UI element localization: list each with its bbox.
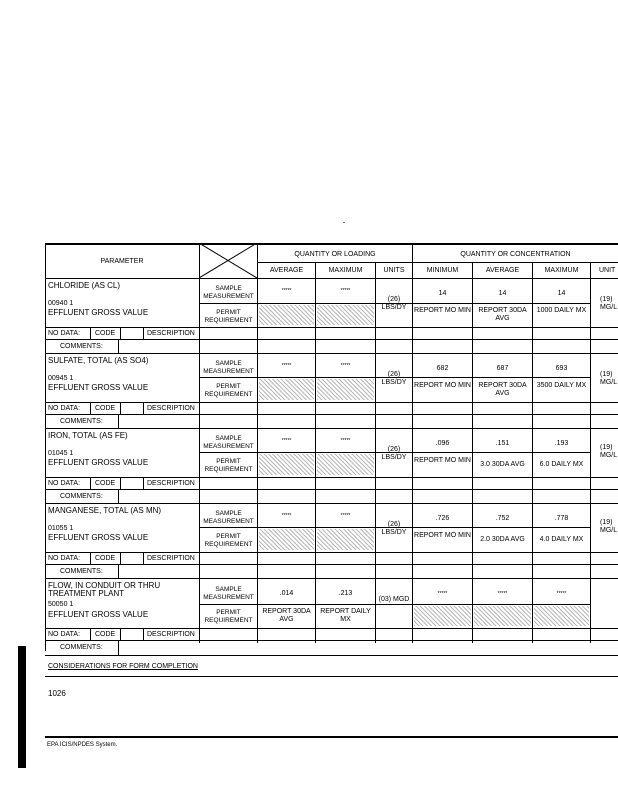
row0-name: CHLORIDE (AS CL) — [48, 281, 121, 290]
row4-effluent: EFFLUENT GROSS VALUE — [48, 610, 149, 619]
row2-permit-label: PERMIT REQUIREMENT — [204, 458, 253, 473]
row3-comments: COMMENTS: — [60, 568, 103, 575]
margin-bar — [18, 646, 26, 768]
row3-code-label: CODE — [95, 555, 116, 562]
row4-code-label: CODE — [95, 631, 116, 638]
row0-c-min: 14 — [438, 290, 447, 297]
row1-effluent: EFFLUENT GROSS VALUE — [48, 383, 149, 392]
header-units-conc: UNIT — [599, 267, 616, 274]
row4-p-load-max: REPORT DAILY MX — [320, 608, 371, 623]
row1-description: DESCRIPTION — [147, 405, 195, 412]
row0-permit-label: PERMIT REQUIREMENT — [204, 309, 253, 324]
note-number: 1026 — [48, 689, 66, 698]
row2-sample-label: SAMPLE MEASUREMENT — [203, 435, 254, 450]
row0-comments: COMMENTS: — [60, 343, 103, 350]
row1-c-max: 693 — [555, 365, 568, 372]
row4-comments: COMMENTS: — [60, 644, 103, 651]
header-units: UNITS — [383, 267, 405, 274]
header-maximum: MAXIMUM — [328, 267, 363, 274]
row2-comments: COMMENTS: — [60, 493, 103, 500]
row2-description: DESCRIPTION — [147, 480, 195, 487]
row0-c-avg: 14 — [498, 290, 507, 297]
considerations-title: CONSIDERATIONS FOR FORM COMPLETION — [48, 663, 198, 670]
row2-c-min: .096 — [435, 440, 450, 447]
row2-load-avg: ***** — [281, 438, 292, 444]
row4-c-max: ***** — [556, 591, 567, 597]
row2-c-units: (19) MG/L — [600, 444, 618, 459]
header-maximum-conc: MAXIMUM — [544, 267, 579, 274]
row3-c-avg: .752 — [495, 515, 510, 522]
row4-load-avg: .014 — [279, 590, 294, 597]
row1-sample-label: SAMPLE MEASUREMENT — [203, 360, 254, 375]
header-parameter: PARAMETER — [100, 258, 144, 265]
row1-nodata: NO DATA: — [48, 405, 81, 412]
header-minimum: MINIMUM — [426, 267, 459, 274]
row0-code: 00940 1 — [48, 300, 74, 307]
row0-load-units: (26) LBS/DY — [381, 296, 407, 311]
row3-sample-label: SAMPLE MEASUREMENT — [203, 510, 254, 525]
row3-nodata: NO DATA: — [48, 555, 81, 562]
row1-comments: COMMENTS: — [60, 418, 103, 425]
row2-name: IRON, TOTAL (AS FE) — [48, 431, 128, 440]
row3-c-max: .778 — [554, 515, 569, 522]
row3-description: DESCRIPTION — [147, 555, 195, 562]
row1-c-units: (19) MG/L — [600, 371, 618, 386]
row4-code: 50050 1 — [48, 601, 74, 608]
row4-c-min: ***** — [437, 591, 448, 597]
header-cross — [199, 243, 257, 278]
row3-permit-label: PERMIT REQUIREMENT — [204, 533, 253, 548]
row2-code-label: CODE — [95, 480, 116, 487]
row2-p-avg: 3.0 30DA AVG — [480, 461, 525, 468]
footer-system: EPA ICIS/NPDES System. — [47, 742, 118, 748]
header-quantity-loading: QUANTITY OR LOADING — [294, 251, 376, 258]
row4-nodata: NO DATA: — [48, 631, 81, 638]
row4-p-load-avg: REPORT 30DA AVG — [262, 608, 311, 623]
row2-c-max: .193 — [554, 440, 569, 447]
row1-c-min: 682 — [436, 365, 449, 372]
row4-load-max: .213 — [338, 590, 353, 597]
row1-permit-label: PERMIT REQUIREMENT — [204, 383, 253, 398]
row1-load-avg: ***** — [281, 363, 292, 369]
row3-p-min: REPORT MO MIN — [414, 532, 471, 539]
row2-c-avg: .151 — [495, 440, 510, 447]
row0-c-max: 14 — [557, 290, 566, 297]
row3-load-avg: ***** — [281, 513, 292, 519]
row4-permit-label: PERMIT REQUIREMENT — [204, 609, 253, 624]
row2-effluent: EFFLUENT GROSS VALUE — [48, 458, 149, 467]
row0-code-label: CODE — [95, 330, 116, 337]
row1-code-label: CODE — [95, 405, 116, 412]
row0-load-avg: ***** — [281, 288, 292, 294]
row1-p-min: REPORT MO MIN — [414, 382, 471, 389]
row0-p-avg: REPORT 30DA AVG — [478, 307, 527, 322]
row0-p-max: 1000 DAILY MX — [536, 307, 587, 314]
row3-code: 01055 1 — [48, 525, 74, 532]
row3-c-min: .726 — [435, 515, 450, 522]
row3-p-max: 4.0 DAILY MX — [539, 536, 584, 543]
row1-p-max: 3500 DAILY MX — [536, 382, 587, 389]
row2-nodata: NO DATA: — [48, 480, 81, 487]
header-average: AVERAGE — [269, 267, 304, 274]
row2-code: 01045 1 — [48, 450, 74, 457]
row0-load-max: ***** — [340, 288, 351, 294]
row1-name: SULFATE, TOTAL (AS SO4) — [48, 356, 149, 365]
row2-p-min: REPORT MO MIN — [414, 457, 471, 464]
row3-load-units: (26) LBS/DY — [381, 521, 407, 536]
row3-c-units: (19) MG/L — [600, 519, 618, 534]
row1-c-avg: 687 — [496, 365, 509, 372]
row3-load-max: ***** — [340, 513, 351, 519]
header-average-conc: AVERAGE — [485, 267, 520, 274]
row3-p-avg: 2.0 30DA AVG — [480, 536, 525, 543]
row0-c-units: (19) MG/L — [600, 296, 618, 311]
row2-load-max: ***** — [340, 438, 351, 444]
row4-description: DESCRIPTION — [147, 631, 195, 638]
row1-load-max: ***** — [340, 363, 351, 369]
row0-nodata: NO DATA: — [48, 330, 81, 337]
row0-description: DESCRIPTION — [147, 330, 195, 337]
row3-effluent: EFFLUENT GROSS VALUE — [48, 533, 149, 542]
row3-name: MANGANESE, TOTAL (AS MN) — [48, 506, 162, 515]
row0-p-min: REPORT MO MIN — [414, 307, 471, 314]
row0-sample-label: SAMPLE MEASUREMENT — [203, 285, 254, 300]
row4-name: FLOW, IN CONDUIT OR THRU TREATMENT PLANT — [48, 581, 161, 598]
row2-p-max: 6.0 DAILY MX — [539, 461, 584, 468]
row4-c-avg: ***** — [497, 591, 508, 597]
header-quantity-concentration: QUANTITY OR CONCENTRATION — [460, 251, 571, 258]
row1-code: 00945 1 — [48, 375, 74, 382]
row4-sample-label: SAMPLE MEASUREMENT — [203, 586, 254, 601]
row4-load-units: (03) MGD — [378, 596, 410, 603]
row2-load-units: (26) LBS/DY — [381, 446, 407, 461]
row1-p-avg: REPORT 30DA AVG — [478, 382, 527, 397]
row0-effluent: EFFLUENT GROSS VALUE — [48, 308, 149, 317]
row1-load-units: (26) LBS/DY — [381, 371, 407, 386]
